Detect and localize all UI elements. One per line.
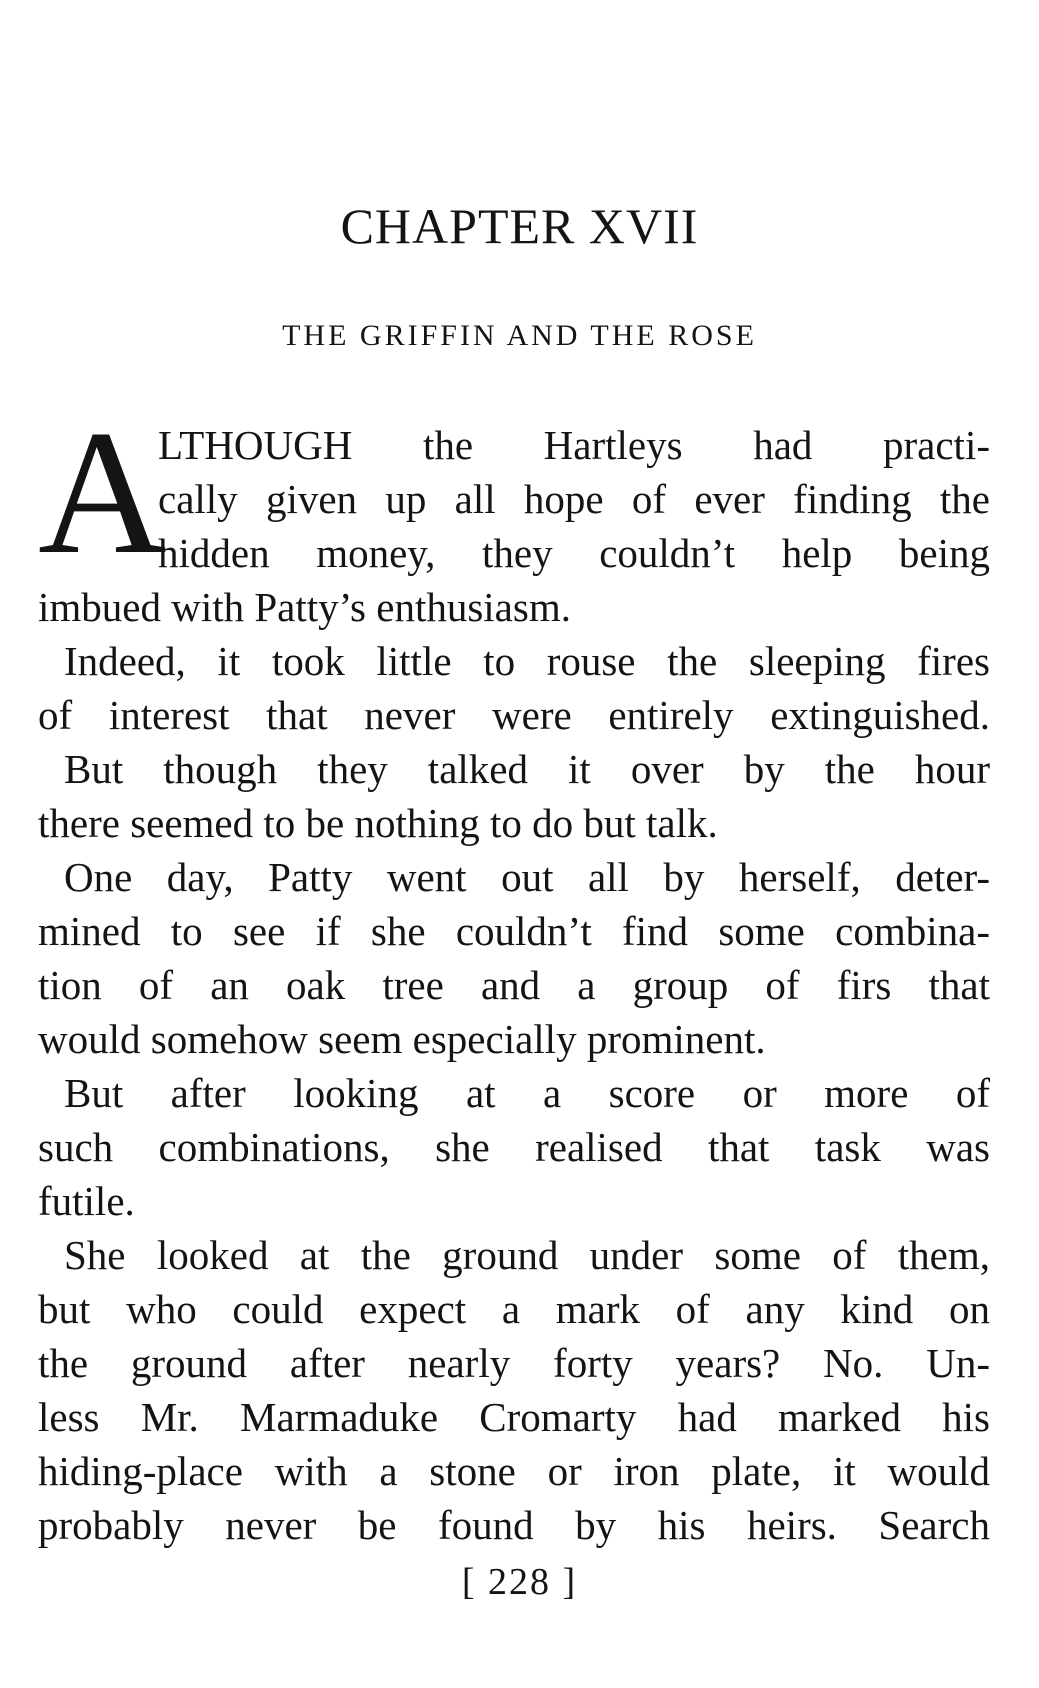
text-line: such combinations, she realised that task was <box>38 1124 990 1170</box>
text-line: the ground after nearly forty years? No. Un- <box>38 1340 990 1386</box>
drop-cap: A <box>38 393 167 591</box>
text-line: of interest that never were entirely extinguished. <box>38 692 990 738</box>
body-text <box>38 418 990 1552</box>
text-line: there seemed to be nothing to do but talk. <box>38 800 718 846</box>
text-line: would somehow seem especially prominent. <box>38 1016 766 1062</box>
text-line: hiding-place with a stone or iron plate, it would <box>38 1448 990 1494</box>
text-line: But after looking at a score or more of <box>64 1070 990 1116</box>
text-line: mined to see if she couldn’t find some combina- <box>38 908 990 954</box>
text-line: tion of an oak tree and a group of firs that <box>38 962 990 1008</box>
chapter-subtitle: THE GRIFFIN AND THE ROSE <box>282 319 757 352</box>
text-line: cally given up all hope of ever finding the <box>158 476 990 522</box>
text-line: futile. <box>38 1178 135 1224</box>
chapter-title: CHAPTER XVII <box>340 198 699 254</box>
text-line: but who could expect a mark of any kind on <box>38 1286 990 1332</box>
text-line: probably never be found by his heirs. Search <box>38 1502 990 1548</box>
text-line: LTHOUGH the Hartleys had practi- <box>158 422 990 468</box>
text-line: hidden money, they couldn’t help being <box>158 530 990 576</box>
text-line: Indeed, it took little to rouse the sleeping fires <box>64 638 990 684</box>
text-line: One day, Patty went out all by herself, deter- <box>64 854 990 900</box>
page-number: [ 228 ] <box>461 1561 578 1603</box>
text-line: She looked at the ground under some of them, <box>64 1232 990 1278</box>
text-line: imbued with Patty’s enthusiasm. <box>38 584 571 630</box>
text-line: But though they talked it over by the hour <box>64 746 990 792</box>
text-line: less Mr. Marmaduke Cromarty had marked his <box>38 1394 990 1440</box>
